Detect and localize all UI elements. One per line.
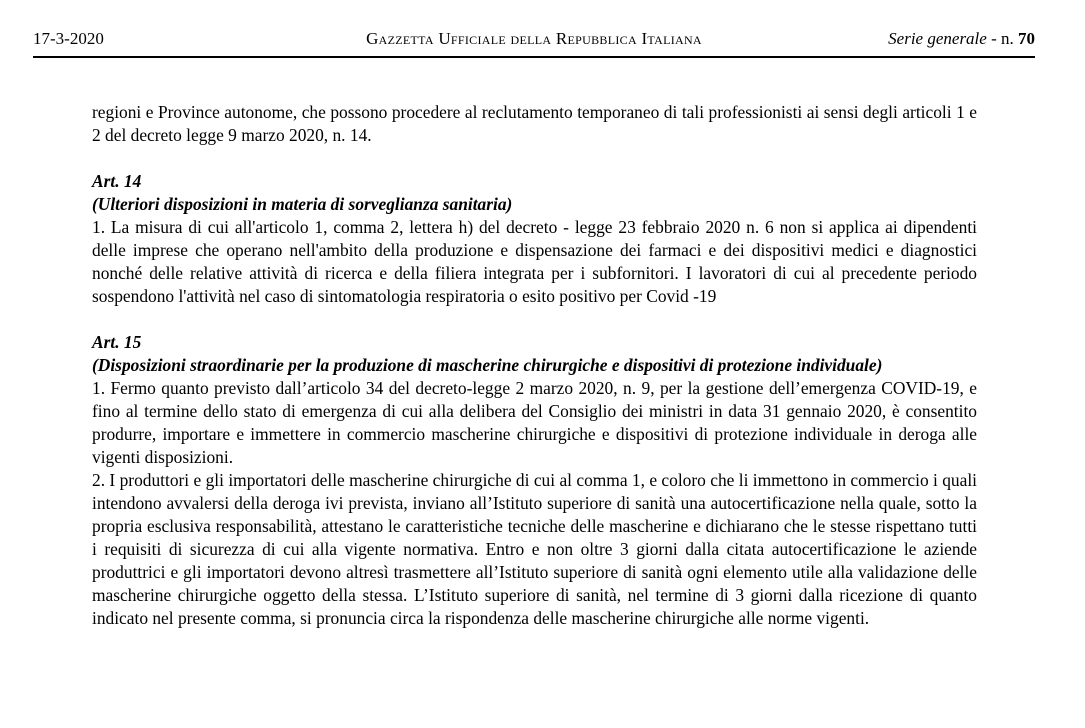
- page-header: [33, 27, 1035, 53]
- series-name: Serie generale: [888, 29, 987, 48]
- article-subtitle: (Ulteriori disposizioni in materia di sorveglianza sanitaria): [92, 194, 513, 214]
- article-15: [92, 331, 977, 630]
- article-title: Art. 14: [92, 171, 142, 191]
- spacer: [92, 308, 977, 331]
- gazette-title: Gazzetta Ufficiale della Repubblica Italiana: [366, 29, 702, 48]
- issue-number: 70: [1018, 29, 1035, 48]
- article-14: [92, 170, 977, 308]
- article-paragraph: 2. I produttori e gli importatori delle mascherine chirurgiche di cui al comma 1, e coloro che li immettono in commercio i quali intendono avvalersi della deroga ivi prevista, inviano all’Istituto superiore di sanità una autocertificazione nella quale, sotto la propria esclusiva responsabilità, attestano le caratteristiche tecniche delle mascherine e dichiarano che le stesse rispettano tutti i requisiti di sicurezza di cui alla vigente normativa. Entro e non oltre 3 giorni dalla citata autocertificazione le aziende produttrici e gli importatori devono altresì trasmettere all’Istituto superiore di sanità ogni elemento utile alla validazione delle mascherine chirurgiche oggetto della stessa. L’Istituto superiore di sanità, nel termine di 3 giorni dalla ricezione di quanto indicato nel presente comma, si pronuncia circa la rispondenza delle mascherine chirurgiche alle norme vigenti.: [92, 470, 977, 628]
- article-title: Art. 15: [92, 332, 142, 352]
- spacer: [92, 147, 977, 170]
- header-divider: [33, 56, 1035, 58]
- series-info: [888, 29, 1035, 49]
- article-paragraph: 1. Fermo quanto previsto dall’articolo 34 del decreto-legge 2 marzo 2020, n. 9, per la gestione dell’emergenza COVID-19, e fino al termine dello stato di emergenza di cui alla delibera del Consiglio dei ministri in data 31 gennaio 2020, è consentito produrre, importare e immettere in commercio mascherine chirurgiche e dispositivi di protezione individuale in deroga alle vigenti disposizioni.: [92, 378, 977, 467]
- intro-paragraph: regioni e Province autonome, che possono procedere al reclutamento temporaneo di tali professionisti ai sensi degli articoli 1 e 2 del decreto legge 9 marzo 2020, n. 14.: [92, 102, 977, 145]
- article-paragraph: 1. La misura di cui all'articolo 1, comma 2, lettera h) del decreto - legge 23 febbraio 2020 n. 6 non si applica ai dipendenti delle imprese che operano nell'ambito della produzione e dispensazione dei farmaci e dei dispositivi medici e diagnostici nonché delle relative attività di ricerca e della filiera integrata per i subfornitori. I lavoratori di cui al precedente periodo sospendono l'attività nel caso di sintomatologia respiratoria o esito positivo per Covid -19: [92, 217, 977, 306]
- publication-date: 17-3-2020: [33, 29, 104, 48]
- document-body: [92, 101, 977, 630]
- number-prefix: - n.: [991, 29, 1014, 48]
- article-subtitle: (Disposizioni straordinarie per la produzione di mascherine chirurgiche e dispositivi di protezione individuale): [92, 355, 883, 375]
